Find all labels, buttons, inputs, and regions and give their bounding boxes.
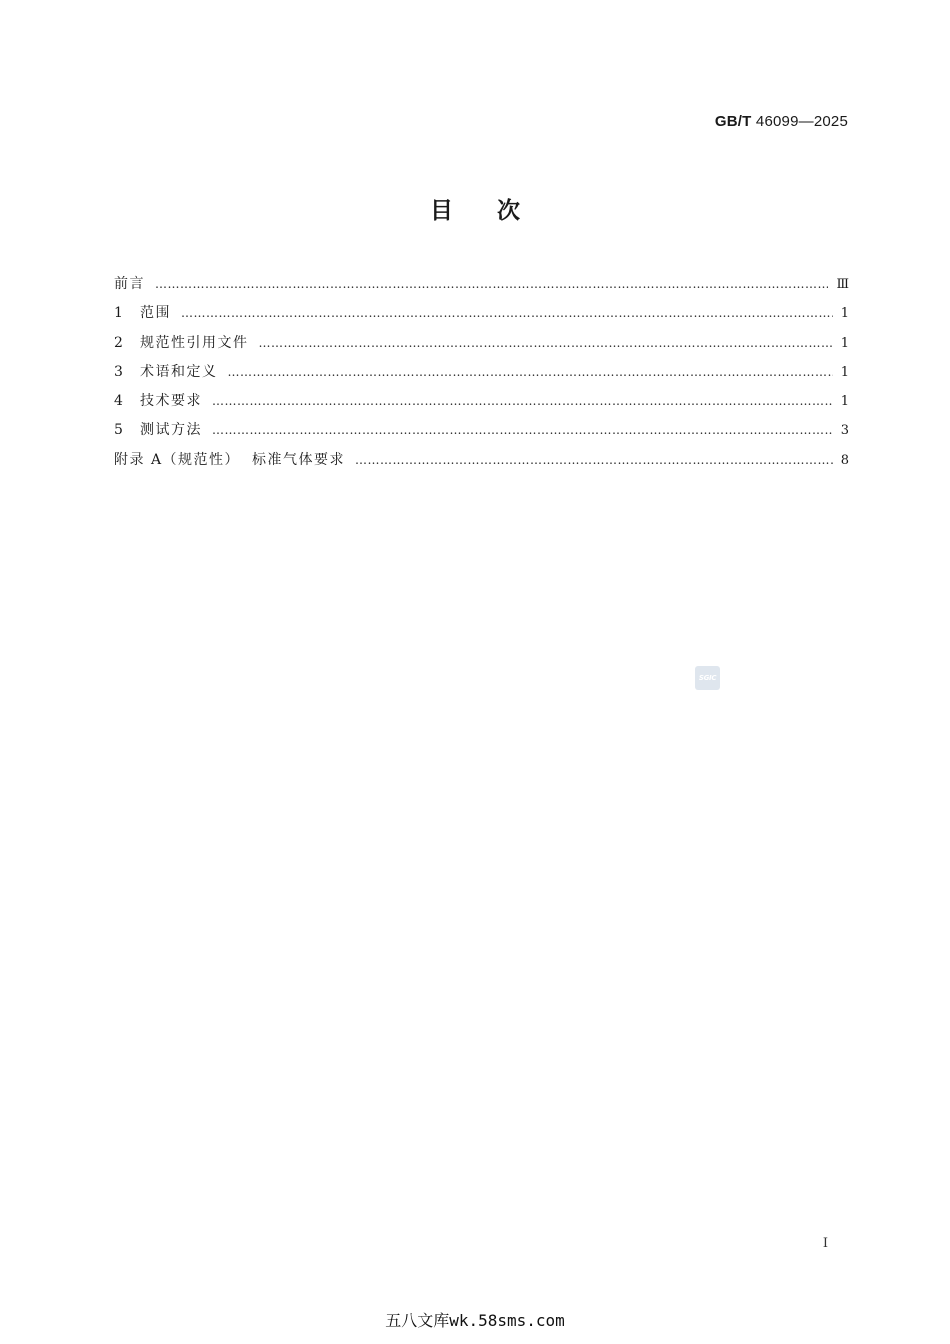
toc-entry-label: 前言 <box>114 276 145 292</box>
standard-year: 46099—2025 <box>755 113 848 130</box>
toc-entry-scope[interactable] <box>114 299 849 328</box>
toc-leader-dots <box>355 446 833 475</box>
toc-entry-label: 范围 <box>140 305 171 322</box>
toc-entry-normative-references[interactable] <box>114 329 849 358</box>
toc-leader-dots <box>212 387 833 416</box>
toc-entry-number: 5 <box>114 422 123 439</box>
table-of-contents <box>114 270 849 475</box>
toc-entry-technical-requirements[interactable] <box>114 387 849 416</box>
footer-watermark: 五八文库wk.58sms.com <box>385 1311 565 1330</box>
standard-number <box>715 113 848 130</box>
toc-entry-annex-a[interactable] <box>114 446 849 475</box>
page-number: I <box>822 1236 828 1251</box>
toc-entry-label: 附录 A（规范性） 标准气体要求 <box>114 451 345 468</box>
toc-entry-foreword[interactable] <box>114 270 849 299</box>
toc-leader-dots <box>259 329 833 358</box>
toc-leader-dots <box>155 270 828 299</box>
toc-entry-label: 规范性引用文件 <box>140 334 249 351</box>
toc-entry-number: 4 <box>114 393 123 410</box>
toc-entry-number: 3 <box>114 363 123 380</box>
page-title: 目次 <box>430 198 564 224</box>
toc-entry-page: 8 <box>840 452 849 468</box>
toc-entry-label: 技术要求 <box>140 393 202 410</box>
toc-leader-dots <box>181 299 833 328</box>
toc-entry-page: Ⅲ <box>836 277 849 292</box>
toc-entry-page: 1 <box>840 394 849 410</box>
toc-entry-terms-definitions[interactable] <box>114 358 849 387</box>
toc-entry-test-methods[interactable] <box>114 416 849 445</box>
toc-leader-dots <box>212 416 833 445</box>
toc-entry-number: 1 <box>114 305 123 322</box>
sgic-logo: SGIC <box>695 666 720 690</box>
toc-leader-dots <box>228 358 833 387</box>
toc-entry-page: 1 <box>840 306 849 322</box>
standard-code: GB/T <box>714 113 752 130</box>
toc-entry-page: 1 <box>840 335 849 351</box>
toc-entry-label: 术语和定义 <box>140 363 218 380</box>
toc-entry-page: 3 <box>840 423 849 439</box>
toc-entry-number: 2 <box>114 334 123 351</box>
toc-entry-page: 1 <box>840 364 849 380</box>
toc-entry-label: 测试方法 <box>140 422 202 439</box>
